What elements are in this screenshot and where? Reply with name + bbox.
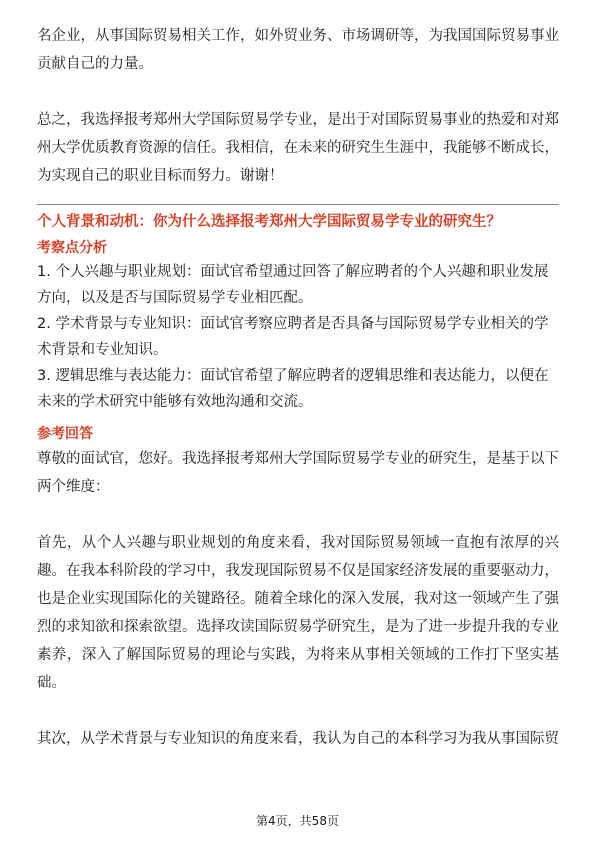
spacer	[37, 78, 559, 106]
page-number: 第4页，共58页	[256, 814, 339, 828]
answer-paragraph-1: 尊敬的面试官，您好。我选择报考郑州大学国际贸易学专业的研究生，是基于以下两个维度：	[37, 451, 559, 495]
analysis-item-3: 3. 逻辑思维与表达能力：面试官希望了解应聘者的逻辑思维和表达能力，以便在未来的学术研究中能够有效地沟通和交流。	[37, 368, 549, 410]
document-page	[37, 22, 559, 753]
answer-paragraph-3: 其次，从学术背景与专业知识的角度来看，我认为自己的本科学习为我从事国际贸	[37, 731, 559, 747]
analysis-item-2: 2. 学术背景与专业知识：面试官考察应聘者是否具备与国际贸易学专业相关的学术背景和专业知识。	[37, 316, 549, 358]
answer-paragraph-2: 首先，从个人兴趣与职业规划的角度来看，我对国际贸易领域一直抱有浓厚的兴趣。在我本科阶段的学习中，我发现国际贸易不仅是国家经济发展的重要驱动力，也是企业实现国际化的关键路径。随着全球化的深入发展，我对这一领域产生了强烈的求知欲和探索欲望。选择攻读国际贸易学研究生，是为了进一步提升我的专业素养，深入了解国际贸易的理论与实践，为将来从事相关领域的工作打下坚实基础。	[37, 535, 559, 691]
answer-label: 参考回答	[37, 426, 93, 442]
intro-paragraph-2: 总之，我选择报考郑州大学国际贸易学专业，是出于对国际贸易事业的热爱和对郑州大学优质教育资源的信任。我相信，在未来的研究生生涯中，我能够不断成长，为实现自己的职业目标而努力。谢谢！	[37, 112, 559, 184]
spacer	[37, 501, 559, 529]
analysis-item-1: 1. 个人兴趣与职业规划：面试官希望通过回答了解应聘者的个人兴趣和职业发展方向，以及是否与国际贸易学专业相匹配。	[37, 264, 549, 306]
question-title: 个人背景和动机：你为什么选择报考郑州大学国际贸易学专业的研究生？	[37, 214, 501, 230]
section-divider	[37, 204, 559, 205]
intro-paragraph-1: 名企业，从事国际贸易相关工作，如外贸业务、市场调研等，为我国国际贸易事业贡献自己的力量。	[37, 28, 559, 72]
spacer	[37, 697, 559, 725]
analysis-label: 考察点分析	[37, 240, 107, 256]
